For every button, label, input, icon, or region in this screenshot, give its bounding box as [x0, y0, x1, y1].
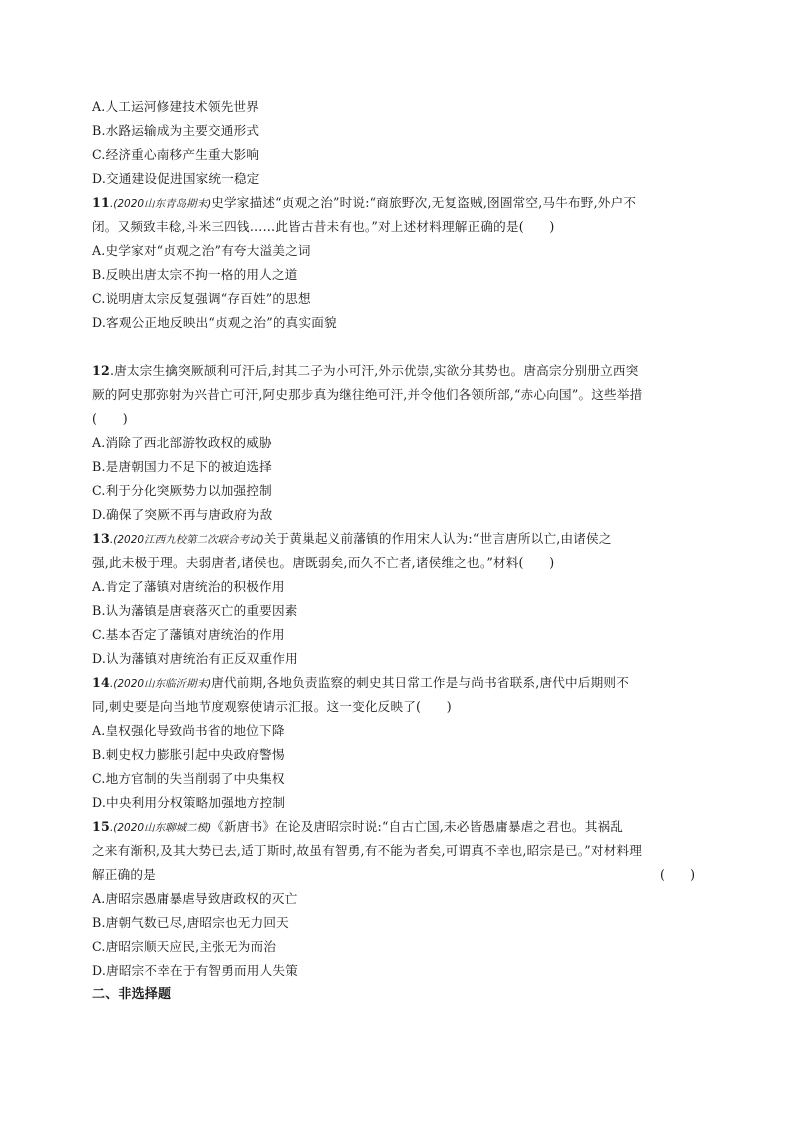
q14-source: .(2020山东临沂期末) — [109, 678, 212, 690]
q10-option-d: D.交通建设促进国家统一稳定 — [92, 171, 260, 186]
q13-stem-text1: 关于黄巢起义前藩镇的作用宋人认为:“世言唐所以亡,由诸侯之 — [263, 531, 612, 546]
q12-number: 12 — [92, 363, 110, 378]
q14-option-a: A.皇权强化导致尚书省的地位下降 — [92, 723, 285, 738]
q12-option-a: A.消除了西北部游牧政权的威胁 — [92, 435, 272, 450]
q15-option-d: D.唐昭宗不幸在于有智勇而用人失策 — [92, 963, 298, 978]
q15-option-a: A.唐昭宗愚庸暴虐导致唐政权的灭亡 — [92, 891, 298, 906]
q13-option-d: D.认为藩镇对唐统治有正反双重作用 — [92, 651, 298, 666]
q15-answer-paren: ( ) — [660, 867, 696, 882]
q11-number: 11 — [92, 195, 110, 210]
q15-number: 15 — [92, 819, 110, 834]
q13-option-c: C.基本否定了藩镇对唐统治的作用 — [92, 627, 285, 642]
q12-stem-line2: 厥的阿史那弥射为兴昔亡可汗,阿史那步真为继往绝可汗,并令他们各领所部,“赤心向国”。这些举措 — [92, 387, 643, 402]
q10-option-b: B.水路运输成为主要交通形式 — [92, 123, 260, 138]
q13-option-b: B.认为藩镇是唐衰落灭亡的重要因素 — [92, 603, 298, 618]
q15-option-c: C.唐昭宗顺天应民,主张无为而治 — [92, 939, 277, 954]
q14-stem-line1 — [92, 675, 629, 692]
q13-stem-line2: 强,此未极于理。夫弱唐者,诸侯也。唐既弱矣,而久不亡者,诸侯维之也。”材料( ) — [92, 555, 555, 570]
q14-option-d: D.中央利用分权策略加强地方控制 — [92, 795, 286, 810]
q11-option-b: B.反映出唐太宗不拘一格的用人之道 — [92, 267, 298, 282]
q11-stem-line2: 闭。又频致丰稔,斗米三四钱……此皆古昔未有也。”对上述材料理解正确的是( ) — [92, 219, 555, 234]
q11-stem-line1 — [92, 195, 636, 212]
q15-stem-line3: 解正确的是 — [92, 867, 156, 882]
q15-source: .(2020山东聊城二模) — [109, 822, 212, 834]
q14-stem-line2: 同,刺史要是向当地节度观察使请示汇报。这一变化反映了( ) — [92, 699, 452, 714]
q11-stem-text1: 史学家描述“贞观之治”时说:“商旅野次,无复盗贼,囹圄常空,马牛布野,外户不 — [211, 195, 637, 210]
q15-stem-line1 — [92, 819, 623, 836]
q14-option-b: B.刺史权力膨胀引起中央政府警惕 — [92, 747, 285, 762]
q12-option-b: B.是唐朝国力不足下的被迫选择 — [92, 459, 272, 474]
q14-number: 14 — [92, 675, 110, 690]
q12-option-c: C.利于分化突厥势力以加强控制 — [92, 483, 272, 498]
q13-option-a: A.肯定了藩镇对唐统治的积极作用 — [92, 579, 285, 594]
q13-source: .(2020江西九校第二次联合考试) — [109, 534, 264, 546]
section-heading-non-choice: 二、非选择题 — [92, 987, 172, 1002]
q12-option-d: D.确保了突厥不再与唐政府为敌 — [92, 507, 273, 522]
q10-option-c: C.经济重心南移产生重大影响 — [92, 147, 260, 162]
q11-option-d: D.客观公正地反映出“贞观之治”的真实面貌 — [92, 315, 337, 330]
q13-stem-line1 — [92, 531, 612, 548]
q14-option-c: C.地方官制的失当削弱了中央集权 — [92, 771, 285, 786]
q15-stem-line2: 之来有渐积,及其大势已去,适丁斯时,故虽有智勇,有不能为者矣,可谓真不幸也,昭宗是已。”对材料理 — [92, 843, 643, 858]
q11-source: .(2020山东青岛期末) — [109, 198, 212, 210]
q10-option-a: A.人工运河修建技术领先世界 — [92, 99, 260, 114]
q11-option-c: C.说明唐太宗反复强调“存百姓”的思想 — [92, 291, 311, 306]
q15-option-b: B.唐朝气数已尽,唐昭宗也无力回天 — [92, 915, 289, 930]
q15-stem-text1: 《新唐书》在论及唐昭宗时说:“自古亡国,未必皆愚庸暴虐之君也。其祸乱 — [211, 819, 624, 834]
q12-stem-line1 — [92, 363, 639, 379]
q14-stem-text1: 唐代前期,各地负责监察的刺史其日常工作是与尚书省联系,唐代中后期则不 — [211, 675, 630, 690]
q12-stem-text1: .唐太宗生擒突厥颉利可汗后,封其二子为小可汗,外示优崇,实欲分其势也。唐高宗分别册立西突 — [109, 363, 639, 378]
q12-answer-paren: ( ) — [92, 411, 128, 426]
q13-number: 13 — [92, 531, 110, 546]
q11-option-a: A.史学家对“贞观之治”有夸大溢美之词 — [92, 243, 311, 258]
